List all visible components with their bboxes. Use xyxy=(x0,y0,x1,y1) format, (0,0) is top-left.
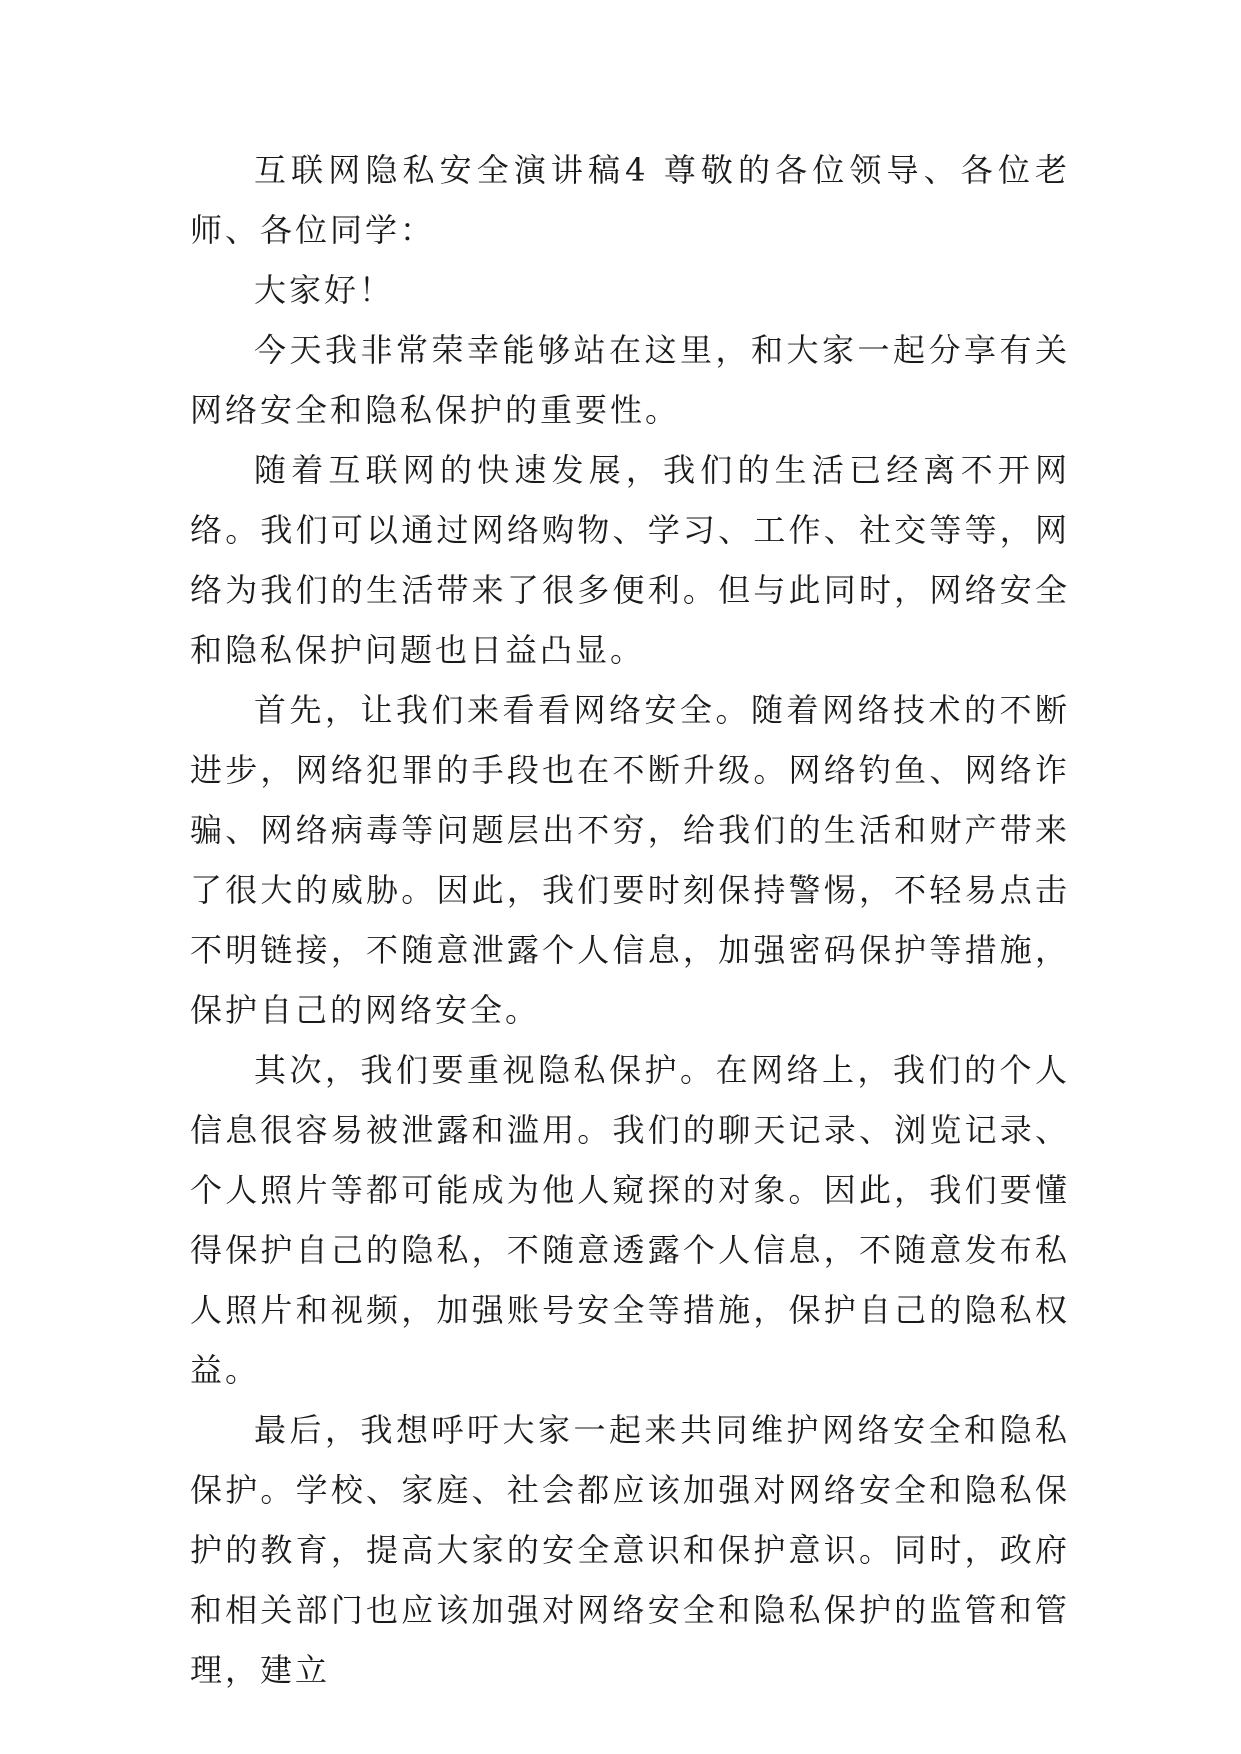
paragraph-title-greeting: 互联网隐私安全演讲稿4 尊敬的各位领导、各位老师、各位同学： xyxy=(190,151,1070,249)
paragraph-background: 随着互联网的快速发展，我们的生活已经离不开网络。我们可以通过网络购物、学习、工作、社交等等，网络为我们的生活带来了很多便利。但与此同时，网络安全和隐私保护问题也日益凸显。 xyxy=(190,451,1070,669)
paragraph-hello: 大家好！ xyxy=(254,271,395,309)
paragraph-privacy-protection: 其次，我们要重视隐私保护。在网络上，我们的个人信息很容易被泄露和滥用。我们的聊天记录、浏览记录、个人照片等都可能成为他人窥探的对象。因此，我们要懂得保护自己的隐私，不随意透露个人信息，不随意发布私人照片和视频，加强账号安全等措施，保护自己的隐私权益。 xyxy=(190,1051,1070,1389)
paragraph-network-security: 首先，让我们来看看网络安全。随着网络技术的不断进步，网络犯罪的手段也在不断升级。网络钓鱼、网络诈骗、网络病毒等问题层出不穷，给我们的生活和财产带来了很大的威胁。因此，我们要时刻保持警惕，不轻易点击不明链接，不随意泄露个人信息，加强密码保护等措施，保护自己的网络安全。 xyxy=(190,691,1070,1029)
document-body xyxy=(190,140,1070,1700)
paragraph-call-to-action: 最后，我想呼吁大家一起来共同维护网络安全和隐私保护。学校、家庭、社会都应该加强对网络安全和隐私保护的教育，提高大家的安全意识和保护意识。同时，政府和相关部门也应该加强对网络安全和隐私保护的监管和管理，建立 xyxy=(190,1411,1070,1689)
paragraph-intro: 今天我非常荣幸能够站在这里，和大家一起分享有关网络安全和隐私保护的重要性。 xyxy=(190,331,1070,429)
